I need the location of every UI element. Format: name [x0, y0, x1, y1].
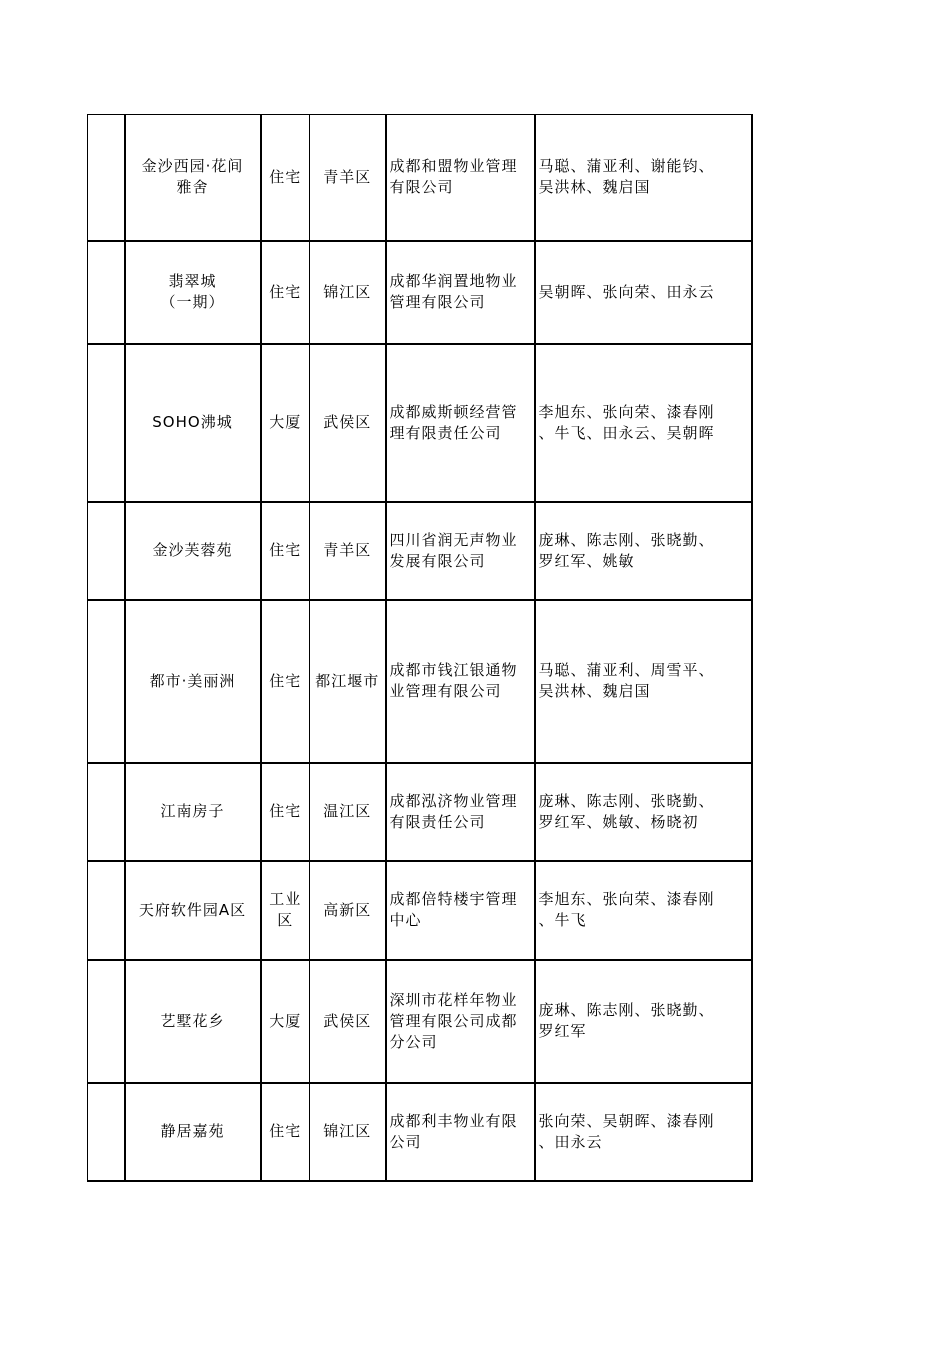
- cell-text-line: 有限公司: [389, 178, 454, 197]
- management-company-cell: [386, 600, 535, 763]
- district-cell: [310, 861, 386, 960]
- cell-text-line: 管理有限公司成都: [389, 1011, 518, 1030]
- cell-text-line: 艺墅花乡: [160, 1011, 225, 1030]
- table-row: [88, 115, 752, 241]
- cell-text-line: 发展有限公司: [389, 551, 486, 570]
- cell-text-line: 住宅: [269, 1122, 302, 1140]
- inspector-names-cell: [535, 115, 752, 241]
- cell-text-line: 管理有限公司: [389, 293, 486, 311]
- inspector-names-cell: [535, 960, 752, 1083]
- community-name-cell: [125, 600, 261, 763]
- cell-text-line: 张向荣、吴朝晖、漆春刚: [538, 1111, 715, 1130]
- cell-text-line: 住宅: [269, 167, 302, 186]
- community-name-cell: [125, 861, 261, 960]
- cell-text-line: 罗红军: [538, 1022, 587, 1040]
- table-row: [88, 344, 752, 502]
- cell-text-line: 吴朝晖、张向荣、田永云: [538, 282, 715, 301]
- cell-text-line: 静居嘉苑: [160, 1122, 225, 1140]
- cell-text-line: 工业: [269, 890, 302, 908]
- cell-text-line: 公司: [389, 1132, 422, 1151]
- row-number-cell: [88, 960, 125, 1083]
- property-table: [87, 114, 753, 1182]
- management-company-cell: [386, 344, 535, 502]
- property-type-cell: [261, 960, 310, 1083]
- cell-text-line: 李旭东、张向荣、漆春刚: [538, 890, 715, 908]
- table-row: [88, 763, 752, 861]
- cell-text-line: 住宅: [269, 802, 302, 820]
- property-type-cell: [261, 600, 310, 763]
- cell-text-line: 成都华润置地物业: [389, 272, 518, 290]
- cell-text-line: 罗红军、姚敏: [538, 551, 635, 570]
- district-cell: [310, 115, 386, 241]
- table-row: [88, 241, 752, 344]
- cell-text-line: 金沙芙蓉苑: [152, 541, 233, 559]
- cell-text-line: 武侯区: [323, 1011, 372, 1030]
- cell-text-line: 天府软件园A区: [138, 900, 247, 919]
- cell-text-line: 锦江区: [323, 282, 372, 301]
- inspector-names-cell: [535, 763, 752, 861]
- row-number-cell: [88, 763, 125, 861]
- table-row: [88, 861, 752, 960]
- table-row: [88, 1083, 752, 1181]
- inspector-names-cell: [535, 1083, 752, 1181]
- cell-text-line: 成都利丰物业有限: [389, 1111, 518, 1130]
- cell-text-line: 温江区: [323, 802, 372, 820]
- table-row: [88, 600, 752, 763]
- cell-text-line: 武侯区: [323, 413, 372, 431]
- row-number-cell: [88, 502, 125, 600]
- district-cell: [310, 600, 386, 763]
- cell-text-line: 青羊区: [323, 167, 372, 186]
- cell-text-line: 、牛飞、田永云、吴朝晖: [538, 423, 715, 442]
- cell-text-line: 成都倍特楼宇管理: [389, 890, 518, 908]
- cell-text-line: 理有限责任公司: [389, 423, 502, 442]
- property-type-cell: [261, 241, 310, 344]
- cell-text-line: 吴洪林、魏启国: [538, 682, 651, 700]
- cell-text-line: 高新区: [323, 900, 372, 919]
- cell-text-line: 中心: [389, 911, 422, 929]
- community-name-cell: [125, 960, 261, 1083]
- community-name-cell: [125, 1083, 261, 1181]
- row-number-cell: [88, 241, 125, 344]
- row-number-cell: [88, 115, 125, 241]
- cell-text-line: 有限责任公司: [389, 812, 486, 831]
- management-company-cell: [386, 1083, 535, 1181]
- cell-text-line: 金沙西园·花间: [141, 157, 244, 176]
- property-type-cell: [261, 502, 310, 600]
- cell-text-line: 分公司: [389, 1032, 438, 1051]
- cell-text-line: 雅舍: [176, 178, 209, 197]
- cell-text-line: 庞琳、陈志刚、张晓勤、: [538, 1001, 715, 1019]
- cell-text-line: 四川省润无声物业: [389, 530, 518, 549]
- cell-text-line: 都市·美丽洲: [149, 671, 236, 690]
- community-name-cell: [125, 115, 261, 241]
- cell-text-line: SOHO沸城: [152, 413, 233, 431]
- row-number-cell: [88, 600, 125, 763]
- district-cell: [310, 502, 386, 600]
- cell-text-line: 江南房子: [160, 802, 225, 820]
- table-row: [88, 502, 752, 600]
- management-company-cell: [386, 861, 535, 960]
- cell-text-line: （一期）: [160, 293, 225, 311]
- cell-text-line: 罗红军、姚敏、杨晓初: [538, 812, 699, 831]
- district-cell: [310, 344, 386, 502]
- cell-text-line: 成都威斯顿经营管: [389, 402, 518, 421]
- cell-text-line: 锦江区: [323, 1122, 372, 1140]
- community-name-cell: [125, 344, 261, 502]
- cell-text-line: 成都市钱江银通物: [389, 661, 518, 679]
- row-number-cell: [88, 1083, 125, 1181]
- community-name-cell: [125, 763, 261, 861]
- community-name-cell: [125, 241, 261, 344]
- management-company-cell: [386, 502, 535, 600]
- management-company-cell: [386, 960, 535, 1083]
- cell-text-line: 翡翠城: [168, 272, 217, 290]
- cell-text-line: 住宅: [269, 541, 302, 559]
- property-type-cell: [261, 861, 310, 960]
- inspector-names-cell: [535, 861, 752, 960]
- district-cell: [310, 960, 386, 1083]
- table-row: [88, 960, 752, 1083]
- cell-text-line: 住宅: [269, 671, 302, 690]
- cell-text-line: 成都泓济物业管理: [389, 791, 518, 810]
- cell-text-line: 区: [277, 911, 294, 929]
- cell-text-line: 业管理有限公司: [389, 682, 502, 700]
- cell-text-line: 成都和盟物业管理: [389, 157, 518, 176]
- row-number-cell: [88, 861, 125, 960]
- cell-text-line: 庞琳、陈志刚、张晓勤、: [538, 530, 715, 549]
- community-name-cell: [125, 502, 261, 600]
- property-type-cell: [261, 763, 310, 861]
- cell-text-line: 青羊区: [323, 541, 372, 559]
- cell-text-line: 大厦: [269, 1011, 302, 1030]
- cell-text-line: 深圳市花样年物业: [389, 990, 518, 1009]
- inspector-names-cell: [535, 502, 752, 600]
- cell-text-line: 、田永云: [538, 1132, 603, 1151]
- row-number-cell: [88, 344, 125, 502]
- property-table-body: [88, 115, 752, 1181]
- property-type-cell: [261, 115, 310, 241]
- district-cell: [310, 763, 386, 861]
- cell-text-line: 大厦: [269, 413, 302, 431]
- cell-text-line: 马聪、蒲亚利、谢能钧、: [538, 157, 715, 176]
- inspector-names-cell: [535, 241, 752, 344]
- property-type-cell: [261, 344, 310, 502]
- district-cell: [310, 241, 386, 344]
- management-company-cell: [386, 115, 535, 241]
- cell-text-line: 李旭东、张向荣、漆春刚: [538, 402, 715, 421]
- property-type-cell: [261, 1083, 310, 1181]
- cell-text-line: 住宅: [269, 282, 302, 301]
- cell-text-line: 庞琳、陈志刚、张晓勤、: [538, 791, 715, 810]
- cell-text-line: 都江堰市: [315, 671, 380, 690]
- cell-text-line: 马聪、蒲亚利、周雪平、: [538, 661, 715, 679]
- district-cell: [310, 1083, 386, 1181]
- management-company-cell: [386, 763, 535, 861]
- inspector-names-cell: [535, 344, 752, 502]
- cell-text-line: 吴洪林、魏启国: [538, 178, 651, 197]
- inspector-names-cell: [535, 600, 752, 763]
- management-company-cell: [386, 241, 535, 344]
- cell-text-line: 、牛飞: [538, 911, 587, 929]
